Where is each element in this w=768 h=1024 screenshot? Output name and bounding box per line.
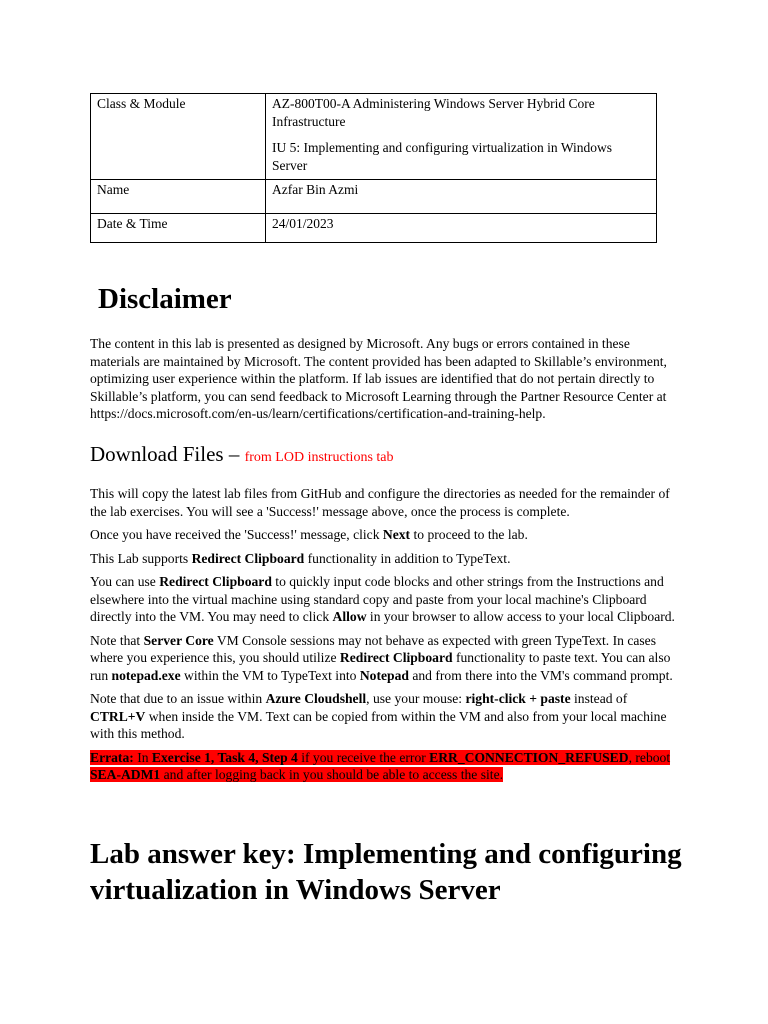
redirect-clipboard-keyword: Redirect Clipboard bbox=[339, 650, 453, 665]
date-value: 24/01/2023 bbox=[266, 214, 657, 243]
text-run: functionality in addition to TypeText. bbox=[304, 550, 511, 566]
text-run: to quickly input code blocks and other strings from the Instructions and elsewhere into the virtual machine using standard copy and paste from your local machine's Clipboard directly into the VM. You may need to click bbox=[90, 574, 664, 624]
next-keyword: Next bbox=[382, 527, 411, 542]
class-module-label: Class & Module bbox=[91, 94, 266, 180]
error-code: ERR_CONNECTION_REFUSED bbox=[429, 749, 629, 765]
text-run: Once you have received the 'Success!' message, click bbox=[90, 527, 383, 542]
errata-highlight bbox=[90, 750, 670, 783]
paragraph-clipboard-usage bbox=[90, 573, 682, 626]
text-run: when inside the VM. Text can be copied from within the VM and also from your local machine with this method. bbox=[90, 708, 667, 741]
class-module-value bbox=[266, 94, 657, 180]
server-core-keyword: Server Core bbox=[143, 632, 214, 648]
azure-cloudshell-keyword: Azure Cloudshell bbox=[265, 691, 367, 706]
download-files-title: Download Files – bbox=[90, 442, 240, 466]
instructions-section bbox=[90, 485, 682, 790]
answer-key-heading: Lab answer key: Implementing and configuring virtualization in Windows Server bbox=[90, 838, 682, 906]
paragraph-clipboard-support bbox=[90, 550, 682, 568]
text-run: , use your mouse: bbox=[366, 691, 466, 706]
class-module-row bbox=[91, 94, 657, 180]
text-run: reboot bbox=[631, 749, 671, 765]
course-info-table bbox=[90, 93, 657, 243]
ctrl-v-keyword: CTRL+V bbox=[90, 708, 146, 724]
allow-keyword: Allow bbox=[332, 609, 367, 624]
download-files-heading bbox=[90, 440, 394, 472]
notepad-keyword: Notepad bbox=[359, 667, 409, 683]
download-files-note: from LOD instructions tab bbox=[244, 450, 394, 465]
text-run: functionality to paste text. You can also run bbox=[90, 650, 671, 683]
errata-label: Errata: bbox=[90, 749, 134, 765]
date-row bbox=[91, 214, 657, 243]
text-run: to proceed to the lab. bbox=[410, 527, 528, 542]
name-label: Name bbox=[91, 180, 266, 214]
unit-name: IU 5: Implementing and configuring virtualization in Windows Server bbox=[272, 140, 613, 173]
paragraph-success bbox=[90, 526, 682, 544]
text-run: , bbox=[628, 749, 632, 765]
name-row bbox=[91, 180, 657, 214]
text-run: Note that bbox=[90, 632, 144, 648]
disclaimer-section bbox=[90, 335, 682, 423]
paragraph-server-core bbox=[90, 632, 682, 685]
text-run: and after logging back in you should be able to access the site. bbox=[160, 767, 503, 782]
paragraph-copy-files: This will copy the latest lab files from GitHub and configure the directories as needed for the remainder of the lab exercises. You will see a 'Success!' message above, once the process is complete. bbox=[90, 486, 670, 519]
text-run: VM Console sessions may not behave as expected with green TypeText. In cases where you experience this, you should utilize bbox=[90, 632, 657, 665]
module-name: AZ-800T00-A Administering Windows Server Hybrid Core Infrastructure bbox=[272, 96, 595, 129]
text-run: in your browser to allow access to your local Clipboard. bbox=[366, 609, 675, 624]
text-run: if you receive the error bbox=[297, 749, 430, 765]
right-click-paste-keyword: right-click + paste bbox=[465, 691, 571, 706]
text-run: In bbox=[133, 749, 152, 765]
notepad-exe-keyword: notepad.exe bbox=[111, 667, 181, 683]
text-run: Note that due to an issue within bbox=[90, 691, 266, 706]
errata-location: Exercise 1, Task 4, Step 4 bbox=[151, 749, 298, 765]
text-run: and from there into the VM's command prompt. bbox=[408, 667, 673, 683]
date-label: Date & Time bbox=[91, 214, 266, 243]
text-run: within the VM to TypeText into bbox=[180, 667, 360, 683]
disclaimer-paragraph: The content in this lab is presented as designed by Microsoft. Any bugs or errors contained in these materials are maintained by Microsoft. The content provided has been adapted to Skillable’s environment, optimizing user experience within the platform. If lab issues are identified that do not pertain directly to Skillable’s platform, you can send feedback to Microsoft Learning through the Partner Resource Center at https://docs.microsoft.com/en-us/learn/certifications/certification-and-training-help. bbox=[90, 336, 667, 421]
text-run: You can use bbox=[90, 574, 160, 589]
redirect-clipboard-keyword: Redirect Clipboard bbox=[159, 574, 272, 589]
text-run: instead of bbox=[570, 691, 628, 706]
errata-paragraph bbox=[90, 749, 682, 784]
disclaimer-heading: Disclaimer bbox=[98, 283, 232, 315]
redirect-clipboard-keyword: Redirect Clipboard bbox=[191, 550, 305, 566]
name-value: Azfar Bin Azmi bbox=[266, 180, 657, 214]
vm-name: SEA-ADM1 bbox=[90, 767, 161, 782]
text-run: This Lab supports bbox=[90, 550, 192, 566]
paragraph-cloudshell bbox=[90, 690, 682, 743]
